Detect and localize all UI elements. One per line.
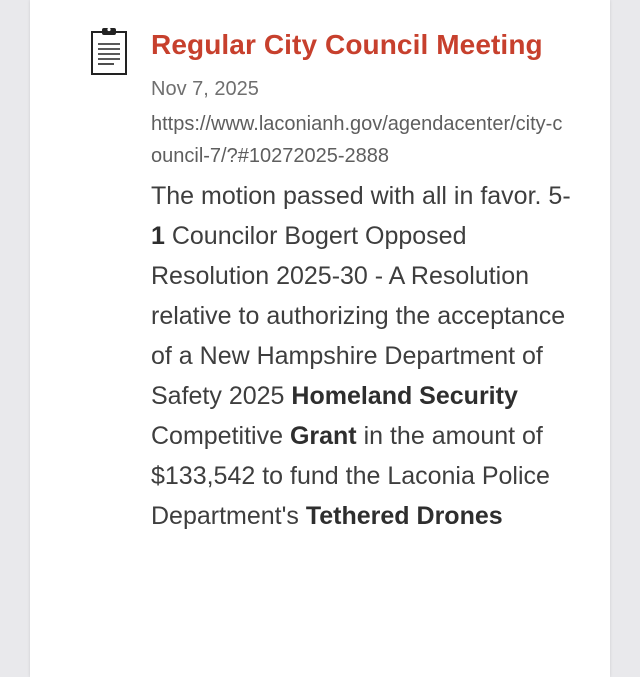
excerpt-text-2: Councilor Bogert Opposed Resolution 2025-30 - A Resolution relative to authorizing the acceptance of a New Hampshire Department of Safety 2025: [151, 222, 566, 410]
result-date: Nov 7, 2025: [151, 78, 259, 100]
result-excerpt: [151, 176, 571, 536]
excerpt-highlight-3: Grant: [289, 422, 357, 450]
search-result-card: [30, 0, 610, 677]
result-content: [151, 24, 571, 536]
clipboard-document-icon: [90, 26, 128, 76]
excerpt-highlight-1: 1: [151, 222, 165, 250]
excerpt-text-1: The motion passed with all in favor. 5-: [151, 182, 571, 210]
excerpt-highlight-4: Tethered Drones: [305, 502, 503, 530]
excerpt-text-3: Competitive: [151, 422, 290, 450]
result-title-link[interactable]: Regular City Council Meeting: [151, 29, 543, 60]
excerpt-highlight-2: Homeland Security: [291, 382, 518, 410]
excerpt-text-4: in the amount of $133,542 to fund the Laconia Police Department's: [151, 422, 550, 530]
result-url: https://www.laconianh.gov/agendacenter/city-council-7/?#10272025-2888: [151, 113, 563, 167]
